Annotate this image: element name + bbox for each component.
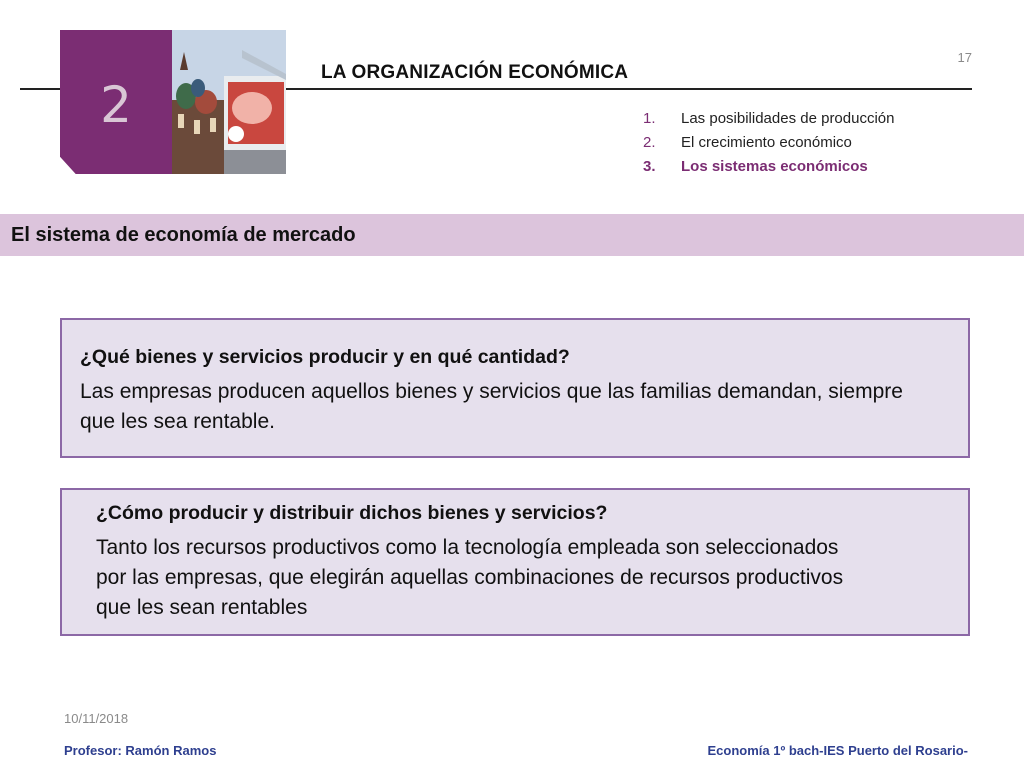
- header-rule-left: [20, 88, 64, 90]
- footer-author: Profesor: Ramón Ramos: [64, 743, 217, 758]
- footer-course: Economía 1º bach-IES Puerto del Rosario-: [707, 743, 968, 758]
- unit-number: 2: [100, 76, 132, 134]
- header-rule-right: [284, 88, 972, 90]
- box-question: ¿Qué bienes y servicios producir y en qué cantidad?: [80, 346, 570, 368]
- index-item-label: Los sistemas económicos: [681, 158, 868, 175]
- index-item-label: El crecimiento económico: [681, 134, 852, 151]
- index-item: [643, 107, 894, 131]
- content-box-how: [60, 488, 970, 636]
- index-item: [643, 131, 894, 155]
- box-answer: Las empresas producen aquellos bienes y servicios que las familias demandan, siempre que les sea rentable.: [80, 380, 903, 433]
- box-answer: Tanto los recursos productivos como la tecnología empleada son seleccionados por las empresas, que elegirán aquellas combinaciones de recursos productivos que les sean rentables: [96, 536, 844, 619]
- page-number: 17: [957, 50, 972, 65]
- index-item-active: [643, 155, 894, 179]
- index-item-number: 3.: [643, 158, 656, 175]
- index-item-label: Las posibilidades de producción: [681, 110, 895, 127]
- index-item-number: 1.: [643, 110, 656, 127]
- unit-photo: [172, 30, 286, 174]
- box-question: ¿Cómo producir y distribuir dichos bienes y servicios?: [96, 502, 608, 524]
- footer-date: 10/11/2018: [64, 711, 129, 726]
- section-title: El sistema de economía de mercado: [11, 224, 356, 246]
- unit-title: LA ORGANIZACIÓN ECONÓMICA: [321, 62, 629, 83]
- content-box-what: [60, 318, 970, 458]
- index-item-number: 2.: [643, 134, 656, 151]
- unit-index-list: [643, 107, 894, 179]
